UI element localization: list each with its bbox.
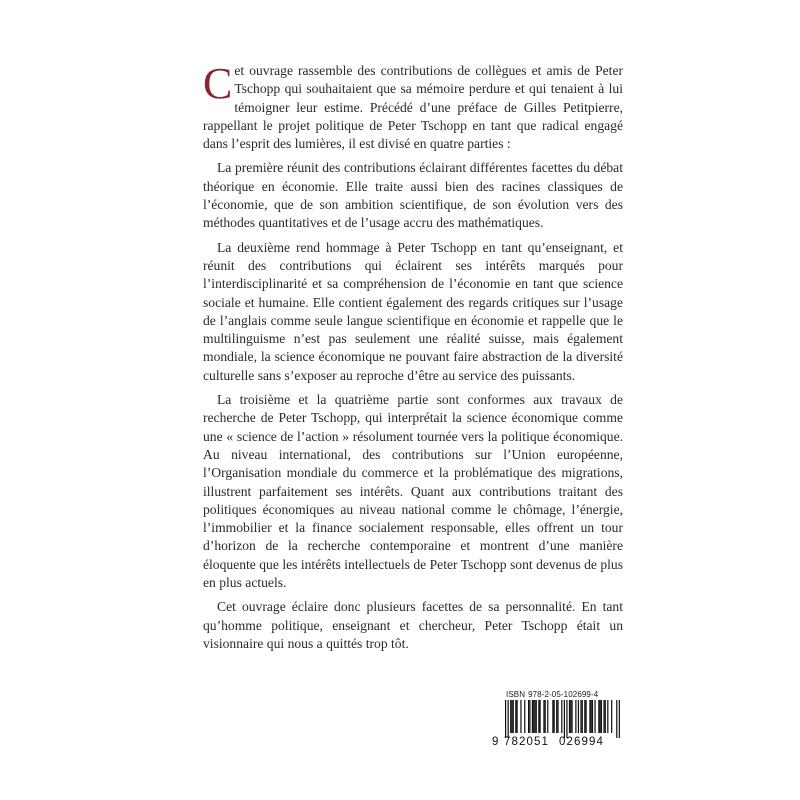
barcode-bar bbox=[561, 700, 562, 733]
barcode-bar bbox=[589, 700, 590, 733]
barcode-bars bbox=[505, 700, 620, 738]
barcode-bar bbox=[532, 700, 533, 733]
barcode-bar bbox=[582, 700, 583, 733]
barcode-bar bbox=[540, 700, 541, 733]
barcode-bar bbox=[524, 700, 525, 733]
barcode-bar bbox=[569, 700, 570, 733]
barcode-digit-first: 9 bbox=[492, 736, 499, 748]
barcode-bar bbox=[510, 700, 511, 733]
paragraph-conclusion: Cet ouvrage éclaire donc plusieurs facettes de sa personnalité. En tant qu’homme politique, enseignant et chercheur, Peter Tschopp était un visionnaire qui nous a quittés trop tôt. bbox=[203, 599, 623, 651]
barcode-bar bbox=[570, 700, 571, 733]
barcode-bar bbox=[580, 700, 581, 733]
paragraph-intro-text: et ouvrage rassemble des contributions de collègues et amis de Peter Tschopp qui souhaitaient que sa mémoire perdure et qui tenaient à lui témoigner leur estime. Précédé d’une préface de Gilles Petitpierre, rappellant le projet politique de Peter Tschopp en tant que radical engagé dans l’esprit des lumières, il est divisé en quatre parties : bbox=[203, 63, 623, 152]
barcode-bar bbox=[533, 700, 534, 733]
barcode-bar bbox=[600, 700, 601, 733]
barcode-bar bbox=[554, 700, 555, 733]
barcode-bar bbox=[511, 700, 512, 733]
paragraph-part-two: La deuxième rend hommage à Peter Tschopp en tant qu’enseignant, et réunit des contributions qui éclairent ses intérêts marqués pour l’interdisciplinarité et sa compréhension de l’économie en tant que science sociale et humaine. Elle contient également des regards critiques sur l’usage de l’anglais comme seule langue scientifique en économie et rappelle que le multilinguisme n’est pas seulement une réalité suisse, mais également mondiale, la science économique ne pouvant faire abstraction de la diversité culturelle sans s’exposer au reproche d’être au service des puissants. bbox=[203, 239, 623, 383]
barcode-bar bbox=[586, 700, 587, 733]
barcode-bar bbox=[564, 700, 565, 738]
barcode-digits-right: 026994 bbox=[559, 736, 604, 748]
barcode-bar bbox=[575, 700, 576, 733]
barcode-bar bbox=[616, 700, 617, 738]
isbn-label bbox=[506, 690, 598, 699]
barcode-bar bbox=[508, 700, 509, 738]
barcode-bar bbox=[578, 700, 579, 733]
barcode-bar bbox=[584, 700, 585, 733]
barcode-bar bbox=[603, 700, 604, 733]
barcode-bar bbox=[513, 700, 514, 733]
barcode-bar bbox=[592, 700, 593, 733]
back-cover-text bbox=[203, 59, 623, 659]
barcode-graphic bbox=[505, 700, 620, 738]
drop-cap: C bbox=[203, 59, 233, 108]
barcode-bar bbox=[605, 700, 606, 733]
barcode-bar bbox=[557, 700, 558, 733]
barcode-bar bbox=[547, 700, 548, 733]
barcode-bar bbox=[534, 700, 535, 733]
barcode-digits bbox=[492, 736, 622, 748]
isbn-number: 978-2-05-102699-4 bbox=[528, 690, 599, 699]
barcode-bar bbox=[552, 700, 553, 733]
barcode-bar bbox=[571, 700, 572, 733]
barcode-bar bbox=[607, 700, 608, 733]
barcode-bar bbox=[598, 700, 599, 733]
barcode-bar bbox=[536, 700, 537, 733]
barcode-bar bbox=[520, 700, 521, 733]
barcode-digits-left: 782051 bbox=[504, 736, 549, 748]
barcode-bar bbox=[591, 700, 592, 733]
barcode-bar bbox=[556, 700, 557, 733]
barcode-bar bbox=[529, 700, 530, 733]
barcode-bar bbox=[601, 700, 602, 733]
barcode-bar bbox=[611, 700, 612, 733]
barcode-bar bbox=[594, 700, 595, 733]
barcode-bar bbox=[517, 700, 518, 733]
isbn-prefix: ISBN bbox=[506, 690, 526, 699]
paragraph-parts-three-four: La troisième et la quatrième partie sont conformes aux travaux de recherche de Peter Tschopp, qui interprétait la science économique comme une « science de l’action » résolument tournée vers la politique économique. Au niveau international, des contributions sur l’Union européenne, l’Organisation mondiale du commerce et la problématique des migrations, illustrent parfaitement ses intérêts. Quant aux contributions traitant des politiques économiques au niveau national comme le chômage, l’énergie, l’immobilier et la finance socialement responsable, elles offrent un tour d’horizon de la recherche contemporaine et montrent d’une manière éloquente que les intérêts intellectuels de Peter Tschopp sont devenus de plus en plus actuels. bbox=[203, 392, 623, 591]
barcode-bar bbox=[528, 700, 529, 733]
barcode-bar bbox=[619, 700, 620, 738]
paragraph-intro bbox=[203, 59, 623, 153]
paragraph-part-one: La première réunit des contributions éclairant différentes facettes du débat théorique en économie. Elle traite aussi bien des racines classiques de l’économie, que de son ambition scientifique, de son évolution vers des méthodes quantitatives et de l’usage accru des mathématiques. bbox=[203, 160, 623, 231]
barcode-bar bbox=[515, 700, 516, 733]
barcode-bar bbox=[505, 700, 506, 738]
barcode-bar bbox=[543, 700, 544, 733]
barcode-bar bbox=[538, 700, 539, 733]
barcode-bar bbox=[566, 700, 567, 738]
barcode-bar bbox=[545, 700, 546, 733]
